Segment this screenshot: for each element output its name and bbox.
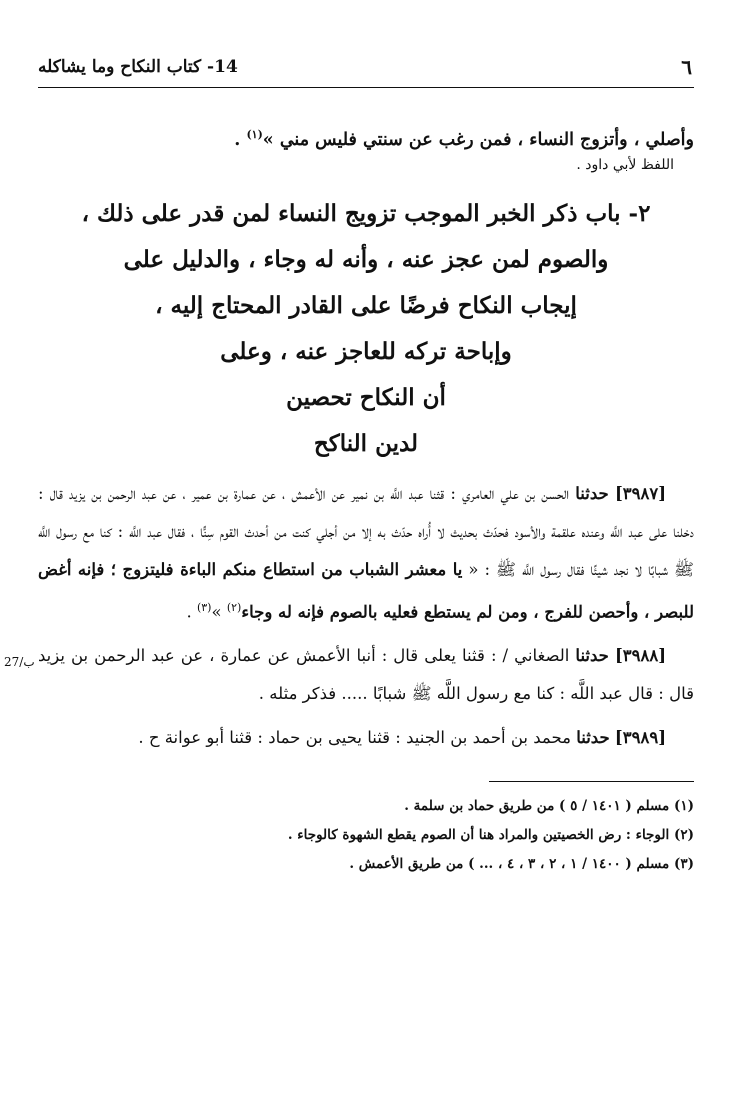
running-title: 14- كتاب النكاح وما يشاكله [38, 57, 238, 77]
hadith-number: [٣٩٨٧] [614, 483, 667, 503]
footnote-2: (٢) الوجاء : رض الخصيتين والمراد هنا أن الصوم يقطع الشهوة كالوجاء . [287, 827, 694, 844]
hadith-number: [٣٩٨٨] [614, 646, 667, 666]
chapter-line: إيجاب النكاح فرضًا على القادر المحتاج إليه ، [155, 291, 577, 319]
attribution-note: اللفظ لأبي داود . [576, 156, 674, 173]
footnote-ref-3[interactable]: (٣) [196, 600, 212, 614]
hadith-3987: [٣٩٨٧] حدثنا الحسن بن علي العامري : قثنا عبد اللَّه بن نمير عن الأعمش ، عن عمارة بن عمير ، عن عبد الرحمن بن يزيد قال : دخلنا على عبد اللَّه وعنده علقمة والأسود فحدّث بحديث لا أُراه حدّث به إلا من أجلي كنت من أحدث القوم سِنًّا ، فقال عبد اللَّه : كنا مع رسول اللَّه ﷺ شبابًا لا نجد شيئًا فقال رسول اللَّه ﷺ : « يا معشر الشباب من استطاع منكم الباءة فليتزوج ؛ فإنه أغض للبصر ، وأحصن للفرج ، ومن لم يستطع فعليه بالصوم فإنه له وجاء$^{(٢)}$ »$^{(٣)}$ . [38, 483, 694, 622]
footnote-3: (٣) مسلم ( ١٤٠٠ / ١ ، ٢ ، ٣ ، ٤ ، ... ) من طريق الأعمش . [349, 856, 694, 873]
prophetic-saying: يا معشر الشباب من استطاع منكم الباءة فليتزوج ؛ فإنه أغض للبصر ، وأحصن للفرج ، ومن لم يستطع فعليه بالصوم فإنه له وجاء [38, 559, 694, 622]
chapter-line: لدين الناكح [313, 429, 419, 457]
chapter-line: أن النكاح تحصين [286, 383, 446, 411]
chapter-line: ٢- باب ذكر الخبر الموجب تزويج النساء لمن قدر على ذلك ، [81, 199, 651, 227]
book-page [4, 55, 694, 1101]
manuscript-folio-ref: 27/ب [4, 655, 35, 670]
footnote-ref-1[interactable]: (١) [246, 128, 263, 141]
footnote-1: (١) مسلم ( ١٤٠١ / ٥ ) من طريق حماد بن سلمة . [404, 798, 694, 815]
chapter-line: والصوم لمن عجز عنه ، وأنه له وجاء ، والدليل على [123, 245, 609, 273]
hadith-number: [٣٩٨٩] [614, 728, 666, 748]
page-number: ٦ [681, 55, 692, 79]
footnote-separator [489, 781, 694, 782]
chapter-line: وإباحة تركه للعاجز عنه ، وعلى [220, 337, 512, 365]
footnote-ref-2[interactable]: (٢) [226, 600, 242, 614]
footnotes [38, 792, 694, 879]
chapter-heading [38, 191, 694, 467]
hadith-3988: 27/ب [٣٩٨٨] حدثنا الصغاني / : قثنا يعلى قال : أنبا الأعمش عن عمارة ، عن عبد الرحمن بن يزيد قال : قال عبد اللَّه : كنا مع رسول اللَّه ﷺ شبابًا ..... فذكر مثله . [38, 637, 694, 713]
hadith-3989: [٣٩٨٩] حدثنا محمد بن أحمد بن الجنيد : قثنا يحيى بن حماد : قثنا أبو عوانة ح . [138, 728, 666, 748]
continuation-text: وأصلي ، وأتزوج النساء ، فمن رغب عن سنتي فليس مني »$^{(١)}$ . [234, 128, 694, 150]
page-header [38, 55, 694, 88]
